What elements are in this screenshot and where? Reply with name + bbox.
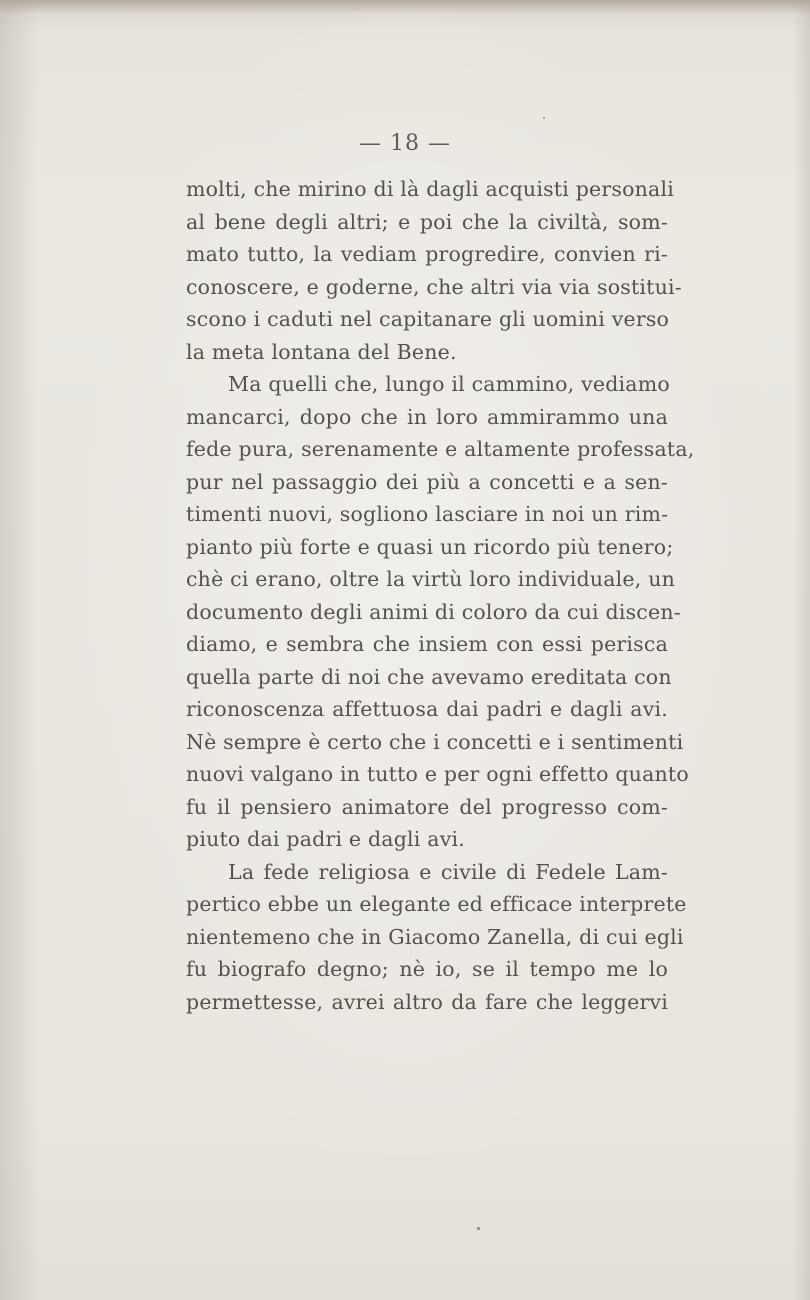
text-line: diamo, e sembra che insiem con essi perisca: [186, 632, 668, 656]
paragraph-start-line: La fede religiosa e civile di Fedele Lam-: [228, 859, 668, 884]
text-line: fede pura, serenamente e altamente professata,: [186, 437, 695, 461]
text-line: documento degli animi di coloro da cui discen-: [186, 599, 681, 624]
text-line: timenti nuovi, sogliono lasciare in noi un rim-: [186, 502, 669, 526]
text-line: fu il pensiero animatore del progresso com-: [186, 794, 668, 819]
body-text: [186, 173, 695, 1018]
paper-speck: [543, 117, 545, 119]
page-right-shade: [792, 0, 810, 1300]
text-line: quella parte di noi che avevamo ereditata con: [186, 664, 672, 689]
text-line: fu biografo degno; nè io, se il tempo me lo: [186, 957, 668, 981]
text-line: scono i caduti nel capitanare gli uomini verso: [186, 307, 670, 331]
text-line: chè ci erano, oltre la virtù loro individuale, un: [186, 567, 675, 591]
text-line: pianto più forte e quasi un ricordo più tenero;: [186, 534, 674, 559]
page-top-edge: [0, 0, 810, 14]
text-line: pur nel passaggio dei più a concetti e a sen-: [186, 469, 668, 494]
page-number: — 18 —: [359, 131, 451, 156]
paper-speck: [477, 1227, 480, 1230]
page-left-shade: [0, 0, 40, 1300]
text-line: conoscere, e goderne, che altri via via sostitui-: [186, 274, 682, 299]
text-line: molti, che mirino di là dagli acquisti personali: [186, 177, 674, 201]
text-line: nientemeno che in Giacomo Zanella, di cui egli: [186, 924, 684, 949]
text-line: al bene degli altri; e poi che la civiltà, som-: [186, 209, 668, 234]
text-line: mato tutto, la vediam progredire, convien ri-: [186, 242, 668, 266]
text-line: Nè sempre è certo che i concetti e i sentimenti: [186, 729, 684, 754]
text-line: mancarci, dopo che in loro ammirammo una: [186, 404, 668, 429]
paragraph-end-line: la meta lontana del Bene.: [186, 339, 457, 364]
paragraph-start-line: Ma quelli che, lungo il cammino, vediamo: [228, 372, 670, 396]
text-line: riconoscenza affettuosa dai padri e dagli avi.: [186, 697, 668, 721]
text-line: pertico ebbe un elegante ed efficace interprete: [186, 892, 687, 916]
text-line: nuovi valgano in tutto e per ogni effetto quanto: [186, 762, 689, 786]
paragraph-end-line: piuto dai padri e dagli avi.: [186, 827, 465, 851]
text-line: permettesse, avrei altro da fare che leggervi: [186, 989, 668, 1014]
